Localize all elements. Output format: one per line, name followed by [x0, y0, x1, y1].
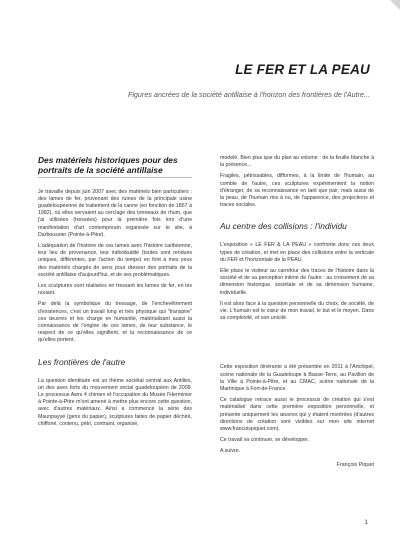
paragraph: L'adéquation de l'histoire de ces lames avec l'histoire caribéenne, leur lieu de provenance, leur individualité (toutes sont rendues uniques, différentes, par l'action du temps) en font à mes yeux des matériels chargés de sens pour dresser des portraits de la société antillaise d'aujourd'hui, et de ses problématiques. — [38, 243, 192, 278]
section-heading-historical-materials: Des matériels historiques pour des portraits de la société antillaise — [38, 155, 178, 175]
page-number: 1 — [364, 519, 368, 526]
paragraph: Les sculptures sont réalisées en tressant les lames de fer, en les nouant. — [38, 283, 192, 297]
paragraph: A suivre. — [220, 448, 241, 455]
page-title: LE FER ET LA PEAU — [235, 62, 370, 77]
paragraph: La question identitaire est un thème sociétal central aux Antilles, un des axes forts du mouvement social guadeloupéen de 2009. Le processus Awrs 4 chimen et l'occupation du Musée l'Herminier à Pointe-à-Pitre m'ont amené à mettre plus encore cette question, avec d'autres matériaux. Ainsi a commencé la série des Maunpayyé (gens du papier), sculptures faites de papier déchiré, chiffoné, contenu, pétri, contraint, organisé, — [38, 377, 192, 427]
paragraph: Je travaille depuis juin 2007 avec des matériels bien particuliers : des lames de fer, provenant des ruines de la principale usine guadeloupéenne de traitement de la canne (en fonction de 1867 à 1982), où elles servaient au cerclage des tonneaux de rhum, que j'ai utilisées (tressées) pour la première fois lors d'une manifestation d'art contemporain organisée sur le site, à Darboussier (Pointe-à-Pitre). — [38, 188, 192, 238]
paragraph: Il est alors face à la question personnelle du choix, de société, de vie. L'humain est le cœur de mon travail, le but et le moyen. Dans sa complexité, et son unicité. — [220, 300, 374, 322]
paragraph: Ce travail va continuer, se développer. — [220, 437, 310, 444]
page-corner-fold — [390, 0, 400, 10]
paragraph: Cette exposition itinérante a été présentée en 2011 à l'Artchipel, scène nationale de la Guadeloupe à Basse-Terre, au Pavillon de la Ville à Pointe-à-Pitre, et au CMAC, scène nationale de la Martinique à Fort-de-France. — [220, 364, 374, 393]
paragraph: Elle place le visiteur au carrefour des traces de l'histoire dans la société et de sa perception intime de l'autre : au croisement de sa dimension historique, sociétale et de sa dimension humaine, individuelle. — [220, 268, 374, 296]
paragraph: modelé. Bien plus que du plan au volume : de la feuille blanche à la présence... — [220, 155, 374, 169]
page-subtitle: Figures ancrées de la société antillaise à l'horizon des frontières de l'Autre... — [127, 90, 370, 99]
section-heading-collisions: Au centre des collisions : l'individu — [220, 221, 347, 232]
right-column — [220, 155, 374, 469]
author-signature: François Piquet — [336, 461, 374, 468]
paragraph: Ce catalogue retrace aussi le processus de création qui s'est matérialisé dans cette première exposition personnelle, et présente uniquement les œuvres qui y étaient montrées (d'autres directions de création sont visibles sur mon site internet www.francoispiquet.com). — [220, 397, 374, 433]
left-column — [38, 155, 192, 432]
paragraph: Fragiles, pétrissables, difformes, à la limite de l'humain, au comble de l'autre, ces sculptures expérimentent la notion d'étranger, de sa reconnaissance en tant que pair, mais aussi de la peau, de l'humain mis à nu, de l'apparence, des projections et traces sociales. — [220, 173, 374, 209]
section-heading-frontiers: Les frontières de l'autre — [38, 356, 126, 367]
paragraph: Par delà la symbolique du tressage, de l'enchevêtrement d'existences, c'est un travail long et très physique qui "transpire" ces œuvres et les charge en humanité, matérialisant aussi la connaissance de l'origine de ces lames, de leur substance, le respect de ce qu'elles signifient, et la reconnaissance de ce qu'elles portent. — [38, 301, 192, 344]
paragraph: L'exposition « LE FER & LA PEAU » confronte donc ces deux types de création, et met en place des collisions entre la verticale du FER et l'horizontale de la PEAU. — [220, 242, 374, 263]
